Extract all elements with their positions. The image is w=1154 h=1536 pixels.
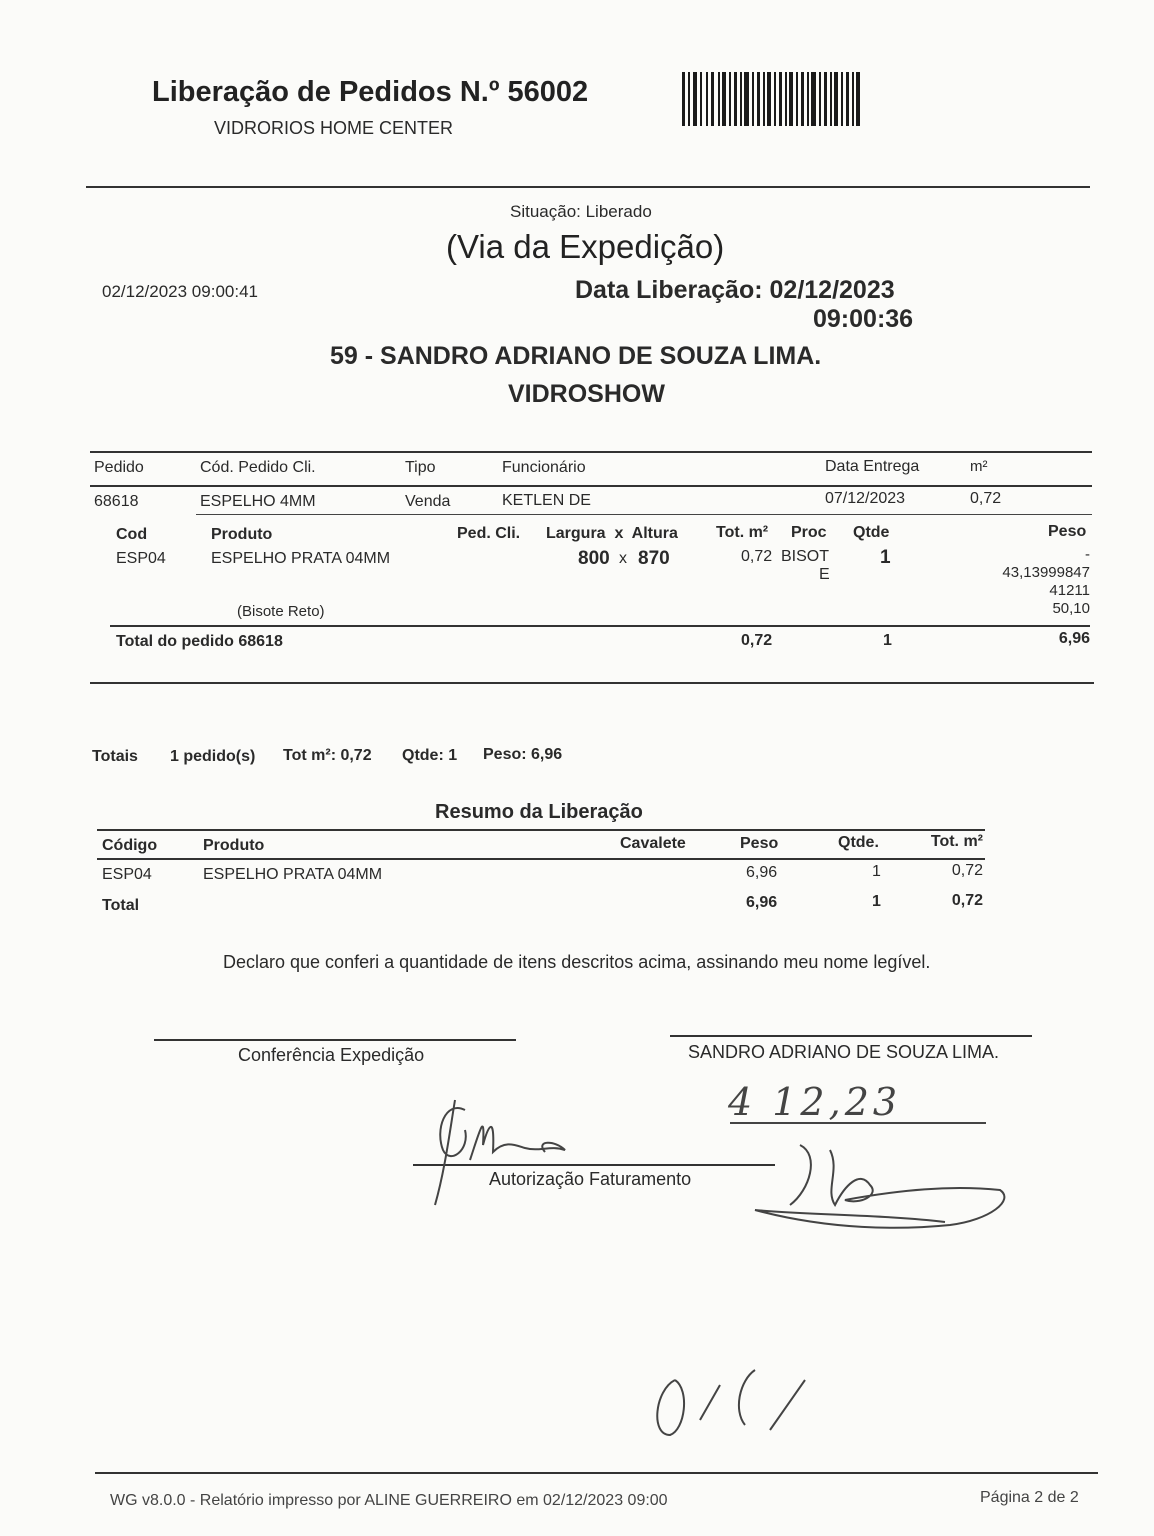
footer-page-number: Página 2 de 2 <box>980 1489 1079 1506</box>
item-tot-m2: 0,72 <box>741 548 773 565</box>
client-name: 59 - SANDRO ADRIANO DE SOUZA LIMA. <box>330 342 822 370</box>
order-total-qtde: 1 <box>883 632 892 649</box>
item-produto: ESPELHO PRATA 04MM <box>211 550 391 567</box>
item-peso-dash: - <box>1085 546 1090 563</box>
item-peso-line1: 43,13999847 <box>1002 564 1090 581</box>
handwritten-note-icon <box>645 1360 825 1445</box>
summary-header-cavalete: Cavalete <box>620 835 686 852</box>
col-header-tipo: Tipo <box>405 459 436 476</box>
handwritten-date: 4 12,23 <box>728 1080 902 1124</box>
order-table-top-border <box>90 451 1092 453</box>
totals-label: Totais <box>92 748 138 765</box>
summary-header-qtde: Qtde. <box>838 834 879 851</box>
order-total-peso: 6,96 <box>1058 630 1090 647</box>
signature-line-left <box>154 1039 516 1041</box>
status-text: Situação: Liberado <box>510 202 652 221</box>
signature-label-client: SANDRO ADRIANO DE SOUZA LIMA. <box>688 1042 1000 1062</box>
signature-scribble-client-icon <box>750 1130 1020 1245</box>
summary-row-produto: ESPELHO PRATA 04MM <box>203 866 383 883</box>
document-title: Liberação de Pedidos N.º 56002 <box>152 76 589 108</box>
release-date: Data Liberação: 02/12/2023 <box>575 276 895 304</box>
item-cod: ESP04 <box>116 550 166 567</box>
order-header-divider <box>90 485 1092 487</box>
item-header-produto: Produto <box>211 526 273 543</box>
item-peso-line2: 41211 <box>1049 582 1090 599</box>
summary-total-label: Total <box>102 897 140 914</box>
summary-header-codigo: Código <box>102 837 158 854</box>
summary-header-tot-m2: Tot. m² <box>930 833 983 850</box>
summary-header-produto: Produto <box>203 837 265 854</box>
order-pedido: 68618 <box>94 493 139 510</box>
summary-total-qtde: 1 <box>872 893 881 910</box>
order-total-label: Total do pedido 68618 <box>116 633 283 650</box>
col-header-funcionario: Funcionário <box>502 459 586 476</box>
summary-total-tot-m2: 0,72 <box>951 892 983 909</box>
summary-row-qtde: 1 <box>872 863 881 880</box>
copy-label: (Via da Expedição) <box>446 228 725 265</box>
summary-row-peso: 6,96 <box>746 864 778 881</box>
signature-label-conferencia: Conferência Expedição <box>238 1045 425 1065</box>
col-header-m2: m² <box>970 458 988 475</box>
item-x: x <box>619 550 627 567</box>
order-tipo: Venda <box>405 493 451 510</box>
item-qtde: 1 <box>880 547 891 568</box>
item-header-qtde: Qtde <box>853 524 890 541</box>
footer-report: WG v8.0.0 - Relatório impresso por ALINE GUERREIRO em 02/12/2023 09:00 <box>110 1492 668 1509</box>
signature-scribble-auth-icon <box>425 1090 585 1210</box>
item-header-peso: Peso <box>1048 523 1087 540</box>
item-header-cod: Cod <box>116 526 148 543</box>
signature-label-auth: Autorização Faturamento <box>489 1169 692 1189</box>
item-header-largura-altura: Largura x Altura <box>546 525 678 542</box>
order-funcionario: KETLEN DE <box>502 492 591 509</box>
header-divider <box>86 186 1090 188</box>
item-header-tot-m2: Tot. m² <box>716 524 769 541</box>
totals-pedidos: 1 pedido(s) <box>170 748 256 765</box>
client-company: VIDROSHOW <box>508 380 665 408</box>
summary-header-peso: Peso <box>740 835 779 852</box>
order-table-bottom-border <box>90 682 1094 684</box>
totals-qtde: Qtde: 1 <box>402 747 458 764</box>
release-time: 09:00:36 <box>813 305 914 333</box>
order-row-divider <box>196 514 1092 515</box>
col-header-pedido: Pedido <box>94 459 144 476</box>
summary-row-tot-m2: 0,72 <box>951 862 983 879</box>
item-header-ped-cli: Ped. Cli. <box>457 525 521 542</box>
col-header-data-entrega: Data Entrega <box>825 458 920 475</box>
signature-line-right <box>670 1035 1032 1037</box>
item-note: (Bisote Reto) <box>237 603 325 620</box>
totals-m2: Tot m²: 0,72 <box>283 747 372 764</box>
item-header-proc: Proc <box>791 524 827 541</box>
totals-peso: Peso: 6,96 <box>483 746 563 763</box>
summary-title: Resumo da Liberação <box>435 801 643 823</box>
item-peso-line3: 50,10 <box>1052 600 1090 617</box>
summary-header-divider <box>97 858 985 860</box>
summary-row-codigo: ESP04 <box>102 866 152 883</box>
order-data-entrega: 07/12/2023 <box>825 490 906 507</box>
footer-divider <box>95 1472 1098 1474</box>
barcode-icon <box>682 72 860 126</box>
order-cod-pedido-cli: ESPELHO 4MM <box>200 493 316 510</box>
order-total-m2: 0,72 <box>741 632 773 649</box>
item-proc: BISOT <box>781 548 830 565</box>
item-largura: 800 <box>578 548 610 569</box>
order-m2: 0,72 <box>970 490 1002 507</box>
summary-total-peso: 6,96 <box>746 894 778 911</box>
col-header-cod-pedido-cli: Cód. Pedido Cli. <box>200 459 316 476</box>
order-total-divider <box>110 625 1090 627</box>
company-name: VIDRORIOS HOME CENTER <box>214 118 454 138</box>
declaration-text: Declaro que conferi a quantidade de itens descritos acima, assinando meu nome legível. <box>223 952 931 972</box>
handwritten-date-underline <box>730 1122 986 1124</box>
item-altura: 870 <box>638 548 670 569</box>
summary-top-border <box>97 829 985 831</box>
print-timestamp: 02/12/2023 09:00:41 <box>102 282 258 301</box>
item-proc-cont: E <box>819 566 830 583</box>
